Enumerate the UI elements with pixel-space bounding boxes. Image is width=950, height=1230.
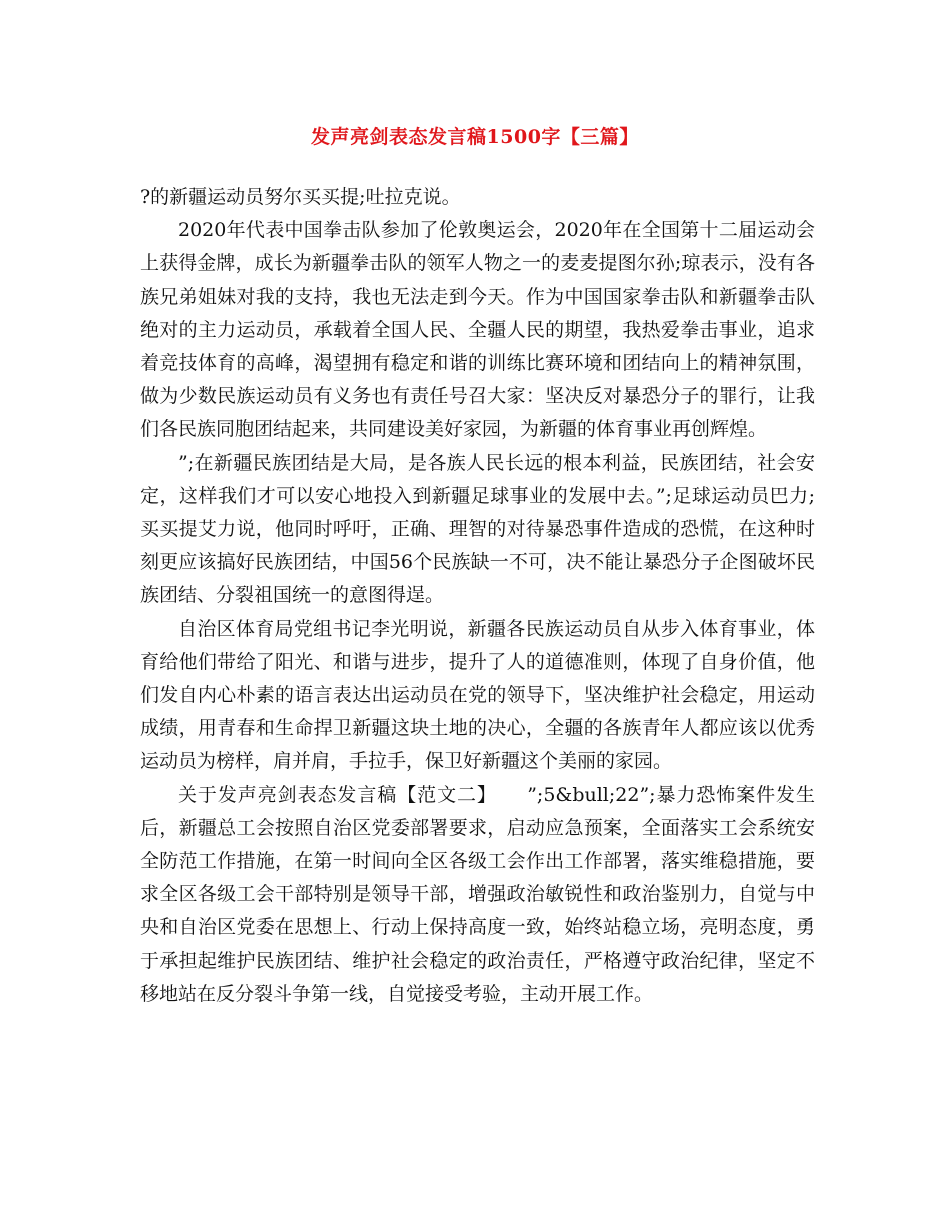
document-body bbox=[140, 181, 815, 1011]
paragraph-1: ?的新疆运动员努尔买买提;吐拉克说。 bbox=[140, 186, 461, 208]
paragraph-5: 关于发声亮剑表态发言稿【范文二】 ”;5&bull;22”;暴力恐怖案件发生后，新疆总工会按照自治区党委部署要求，启动应急预案，全面落实工会系统安全防范工作措施，在第一时间向全区各级工会作出工作部署，落实维稳措施，要求全区各级工会干部特别是领导干部，增强政治敏锐性和政治鉴别力，自觉与中央和自治区党委在思想上、行动上保持高度一致，始终站稳立场，亮明态度，勇于承担起维护民族团结、维护社会稳定的政治责任，严格遵守政治纪律，坚定不移地站在反分裂斗争第一线，自觉接受考验，主动开展工作。 bbox=[140, 783, 815, 1005]
paragraph-4: 自治区体育局党组书记李光明说，新疆各民族运动员自从步入体育事业，体育给他们带给了阳光、和谐与进步，提升了人的道德准则，体现了自身价值，他们发自内心朴素的语言表达出运动员在党的领导下，坚决维护社会稳定，用运动成绩，用青春和生命捍卫新疆这块土地的决心，全疆的各族青年人都应该以优秀运动员为榜样，肩并肩，手拉手，保卫好新疆这个美丽的家园。 bbox=[140, 617, 815, 773]
document-title: 发声亮剑表态发言稿1500字【三篇】 bbox=[311, 126, 639, 148]
paragraph-2: 2020年代表中国拳击队参加了伦敦奥运会，2020年在全国第十二届运动会上获得金牌，成长为新疆拳击队的领军人物之一的麦麦提图尔孙;琼表示，没有各族兄弟姐妹对我的支持，我也无法走到今天。作为中国国家拳击队和新疆拳击队绝对的主力运动员，承载着全国人民、全疆人民的期望，我热爱拳击事业，追求着竞技体育的高峰，渴望拥有稳定和谐的训练比赛环境和团结向上的精神氛围，做为少数民族运动员有义务也有责任号召大家：坚决反对暴恐分子的罪行，让我们各民族同胞团结起来，共同建设美好家园，为新疆的体育事业再创辉煌。 bbox=[140, 219, 815, 441]
paragraph-3: ”;在新疆民族团结是大局，是各族人民长远的根本利益，民族团结，社会安定，这样我们才可以安心地投入到新疆足球事业的发展中去。”;足球运动员巴力;买买提艾力说，他同时呼吁，正确、理智的对待暴恐事件造成的恐慌，在这种时刻更应该搞好民族团结，中国56个民族缺一不可，决不能让暴恐分子企图破坏民族团结、分裂祖国统一的意图得逞。 bbox=[140, 451, 815, 607]
